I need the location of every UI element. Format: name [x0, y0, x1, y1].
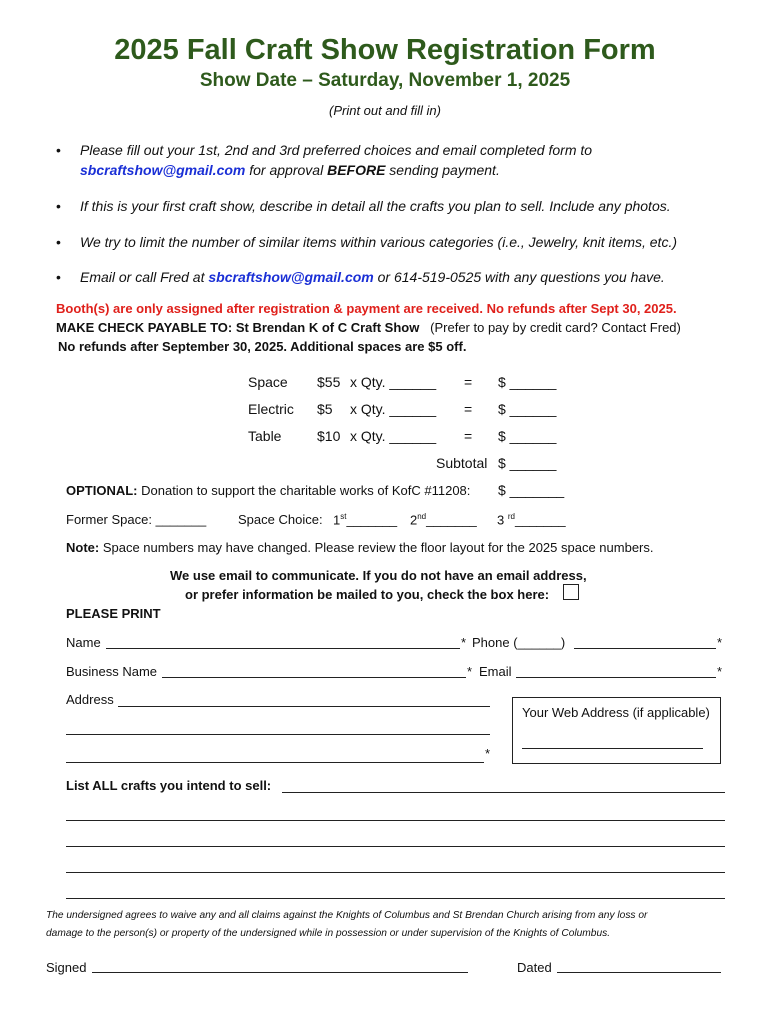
check-payable: MAKE CHECK PAYABLE TO: St Brendan K of C Craft Show (Prefer to pay by credit card? Contact Fred): [56, 320, 681, 335]
phone-label: Phone (______): [472, 635, 566, 650]
bullet-4-text: Email or call Fred at sbcraftshow@gmail.com or 614-519-0525 with any questions you have.: [80, 269, 665, 285]
dated-label: Dated: [517, 960, 552, 975]
fee-label-table: Table: [248, 428, 282, 444]
email-label: Email: [479, 664, 512, 679]
fee-price-space: $55: [317, 374, 341, 390]
space-choice-label: Space Choice:: [238, 512, 323, 527]
form-title: 2025 Fall Craft Show Registration Form: [114, 34, 656, 66]
bullet-dot: •: [56, 142, 61, 158]
bullet-2: •: [56, 198, 61, 214]
bullet-4: •: [56, 269, 61, 285]
waiver-line-2: damage to the person(s) or property of the undersigned while in possession or under supervision of the Knights of Columbus.: [46, 928, 611, 939]
email-required: *: [717, 664, 723, 679]
address-field-3[interactable]: [66, 762, 484, 763]
business-required: *: [467, 664, 473, 679]
bullet-1-text-2: sbcraftshow@gmail.com for approval BEFORE sending payment.: [80, 162, 500, 178]
please-print: PLEASE PRINT: [66, 606, 161, 621]
mail-checkbox[interactable]: [563, 584, 579, 600]
email-notice-2: or prefer information be mailed to you, check the box here:: [185, 587, 550, 602]
address-required: *: [485, 746, 491, 761]
optional-donation: OPTIONAL: Donation to support the charitable works of KofC #11208:: [66, 483, 471, 498]
fee-eq: =: [464, 428, 473, 444]
name-label: Name: [66, 635, 101, 650]
name-field[interactable]: [106, 648, 460, 649]
signed-label: Signed: [46, 960, 87, 975]
bullet-2-text: If this is your first craft show, describe in detail all the crafts you plan to sell. Include any photos.: [80, 198, 671, 214]
fee-qty-electric[interactable]: x Qty. ______: [350, 401, 437, 417]
crafts-line-1[interactable]: [282, 792, 725, 793]
address-field-1[interactable]: [118, 706, 490, 707]
business-field[interactable]: [162, 677, 466, 678]
fee-eq: =: [464, 401, 473, 417]
refund-notice: No refunds after September 30, 2025. Additional spaces are $5 off.: [58, 339, 467, 354]
print-note: (Print out and fill in): [329, 103, 441, 118]
fee-qty-space[interactable]: x Qty. ______: [350, 374, 437, 390]
space-choice-2[interactable]: 2nd_______: [410, 512, 477, 528]
fee-eq: =: [464, 374, 473, 390]
fee-label-space: Space: [248, 374, 288, 390]
space-note: Note: Space numbers may have changed. Please review the floor layout for the 2025 space numbers.: [66, 540, 654, 555]
email-field[interactable]: [516, 677, 716, 678]
donation-value[interactable]: $ _______: [498, 482, 565, 498]
web-address-label: Your Web Address (if applicable): [522, 705, 710, 720]
crafts-line-3[interactable]: [66, 846, 725, 847]
space-choice-3[interactable]: 3 $^{rd}$_______: [497, 512, 566, 528]
bullet-3: •: [56, 234, 61, 250]
space-choice-1[interactable]: 1st_______: [333, 512, 398, 528]
crafts-line-2[interactable]: [66, 820, 725, 821]
address-field-2[interactable]: [66, 734, 490, 735]
name-required: *: [461, 635, 467, 650]
fee-total-table[interactable]: $ ______: [498, 428, 557, 444]
date-field[interactable]: [557, 972, 721, 973]
address-label: Address: [66, 692, 114, 707]
crafts-label: List ALL crafts you intend to sell:: [66, 778, 272, 793]
show-date: Show Date – Saturday, November 1, 2025: [199, 70, 571, 91]
web-address-field[interactable]: [522, 748, 703, 749]
signature-field[interactable]: [92, 972, 468, 973]
subtotal-label: Subtotal: [436, 455, 488, 471]
waiver-line-1: The undersigned agrees to waive any and all claims against the Knights of Columbus and St Brendan Church arising from any loss or: [46, 910, 648, 921]
fee-price-table: $10: [317, 428, 341, 444]
bullet-1: [56, 142, 61, 158]
fee-price-electric: $5: [317, 401, 333, 417]
bullet-1-text: Please fill out your 1st, 2nd and 3rd preferred choices and email completed form to: [80, 142, 593, 158]
subtotal-value[interactable]: $ ______: [498, 455, 557, 471]
fee-qty-table[interactable]: x Qty. ______: [350, 428, 437, 444]
fee-label-electric: Electric: [248, 401, 294, 417]
email-notice-1: We use email to communicate. If you do not have an email address,: [170, 568, 587, 583]
fee-total-electric[interactable]: $ ______: [498, 401, 557, 417]
business-label: Business Name: [66, 664, 158, 679]
email-link[interactable]: sbcraftshow@gmail.com: [208, 269, 374, 285]
phone-required: *: [717, 635, 723, 650]
former-space[interactable]: Former Space: _______: [66, 512, 207, 527]
email-link[interactable]: sbcraftshow@gmail.com: [80, 162, 246, 178]
crafts-line-4[interactable]: [66, 872, 725, 873]
bullet-3-text: We try to limit the number of similar items within various categories (i.e., Jewelry, knit items, etc.): [80, 234, 677, 250]
booth-notice: Booth(s) are only assigned after registration & payment are received. No refunds after Sept 30, 2025.: [56, 301, 677, 316]
fee-total-space[interactable]: $ ______: [498, 374, 557, 390]
crafts-line-5[interactable]: [66, 898, 725, 899]
phone-field[interactable]: [574, 648, 716, 649]
